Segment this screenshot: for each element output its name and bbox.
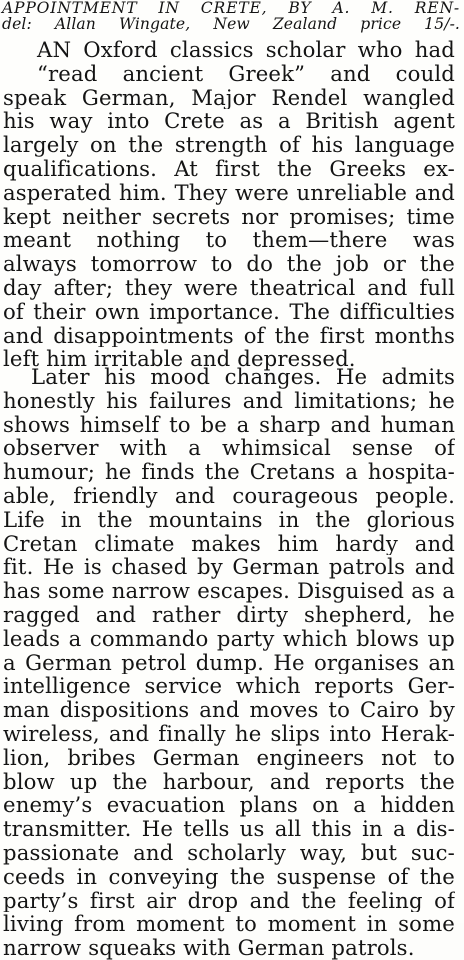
paragraph-line: left him irritable and depressed.: [3, 347, 356, 372]
paragraph-line: his way into Crete as a British agent: [3, 109, 455, 134]
paragraph-line: transmitter. He tells us all this in a dis-: [3, 817, 455, 841]
paragraph-line: ceeds in conveying the suspense of the: [3, 864, 455, 889]
paragraph-line: Later his mood changes. He admits: [31, 365, 455, 389]
paragraph-line: largely on the strength of his language: [3, 133, 455, 157]
paragraph-line: intelligence service which reports Ger-: [3, 674, 455, 699]
paragraph-line: passionate and scholarly way, but suc-: [3, 840, 455, 865]
paragraph-line: leads a commando party which blows up: [3, 626, 455, 651]
paragraph-line: asperated him. They were unreliable and: [3, 180, 455, 205]
paragraph-line: a German petrol dump. He organises an: [3, 650, 455, 675]
paragraph-line: kept neither secrets nor promises; time: [3, 204, 455, 229]
paragraph-line: AN Oxford classics scholar who had: [37, 38, 455, 62]
paragraph-line: observer with a whimsical sense of: [3, 436, 455, 461]
header-line-1: APPOINTMENT IN CRETE, BY A. M. REN-: [2, 0, 460, 17]
review-header: [2, 0, 460, 32]
paragraph-line: Life in the mountains in the glorious: [3, 507, 455, 532]
paragraph-line: honestly his failures and limitations; he: [3, 388, 455, 413]
paragraph-line: has some narrow escapes. Disguised as a: [3, 579, 455, 603]
paragraph-line: blow up the harbour, and reports the: [3, 769, 455, 794]
paragraph-line: Cretan climate makes him hardy and: [3, 531, 455, 556]
paragraph-line: day after; they were theatrical and full: [3, 275, 455, 300]
paragraph-line: shows himself to be a sharp and human: [3, 412, 455, 437]
paragraph-line: qualifications. At first the Greeks ex-: [3, 156, 455, 181]
paragraph-line: living from moment to moment in some: [3, 912, 455, 937]
paragraph-line: and disappointments of the first months: [3, 323, 455, 348]
paragraph-line: always tomorrow to do the job or the: [3, 252, 455, 276]
paragraph-line: speak German, Major Rendel wangled: [3, 85, 455, 110]
paragraph-line: fit. He is chased by German patrols and: [3, 555, 455, 580]
paragraph-line: lion, bribes German engineers not to: [3, 745, 455, 770]
review-paragraph-1: [3, 38, 455, 371]
paragraph-line: party’s first air drop and the feeling of: [3, 888, 455, 913]
paragraph-line: man dispositions and moves to Cairo by: [3, 698, 455, 722]
paragraph-line: able, friendly and courageous people.: [3, 483, 455, 508]
paragraph-line: meant nothing to them—there was: [3, 228, 455, 253]
header-line-2: del: Allan Wingate, New Zealand price 15/-.: [2, 15, 460, 33]
paragraph-line: “read ancient Greek” and could: [37, 61, 455, 86]
paragraph-line: humour; he finds the Cretans a hospita-: [3, 460, 455, 484]
paragraph-line: narrow squeaks with German patrols.: [3, 936, 415, 960]
paragraph-line: enemy’s evacuation plans on a hidden: [3, 793, 455, 818]
review-paragraph-2: [3, 365, 455, 960]
paragraph-line: ragged and rather dirty shepherd, he: [3, 602, 455, 627]
paragraph-line: wireless, and finally he slips into Herak-: [3, 721, 455, 746]
paragraph-line: of their own importance. The difficulties: [3, 299, 455, 324]
